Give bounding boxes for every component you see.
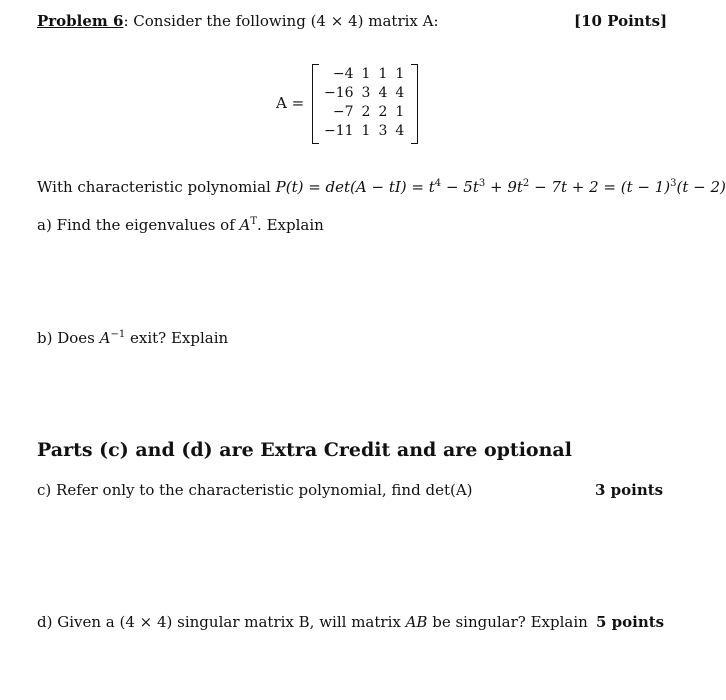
part-b-before: b) Does <box>37 329 100 347</box>
problem-header <box>37 12 439 30</box>
problem-intro-before: : Consider the following <box>123 12 311 30</box>
matrix-row <box>320 121 408 140</box>
char-poly-t4: t <box>428 178 435 196</box>
matrix-cell: 4 <box>395 122 405 139</box>
problem-points: [10 Points] <box>574 12 668 30</box>
matrix-cell: 1 <box>361 122 371 139</box>
part-b-sup: −1 <box>110 329 126 340</box>
char-poly-lhs: P(t) = det(A − tI) = <box>275 178 429 196</box>
matrix-cell: −4 <box>332 65 354 82</box>
char-poly-5t: − 5t <box>441 178 479 196</box>
part-a-before: a) Find the eigenvalues of <box>37 216 240 234</box>
matrix-cell: 3 <box>378 122 388 139</box>
part-d-after: be singular? Explain <box>427 613 588 631</box>
char-poly-9t: + 9t <box>485 178 523 196</box>
matrix-cell: 4 <box>395 84 405 101</box>
matrix-cell: 1 <box>395 65 405 82</box>
extra-credit-title: Parts (c) and (d) are Extra Credit and are optional <box>37 439 572 461</box>
part-a-math: A <box>239 216 251 234</box>
matrix-a <box>312 64 418 144</box>
char-poly-exp3b: 3 <box>670 178 677 189</box>
matrix-label: A = <box>276 94 305 112</box>
part-a-sup: T <box>250 216 258 227</box>
part-d-before: d) Given a (4 × 4) singular matrix B, will matrix <box>37 613 406 631</box>
problem-intro-after: matrix A: <box>363 12 439 30</box>
char-poly-exp2: 2 <box>522 178 530 189</box>
matrix-right-bracket <box>411 64 418 144</box>
matrix-cell: −7 <box>332 103 354 120</box>
matrix-table <box>320 64 408 140</box>
part-c: c) Refer only to the characteristic polynomial, find det(A) <box>37 481 473 499</box>
char-poly-exp4: 4 <box>434 178 442 189</box>
char-poly-intro: With characteristic polynomial <box>37 178 276 196</box>
char-poly-exp3a: 3 <box>478 178 486 189</box>
matrix-cell: −16 <box>324 84 354 101</box>
char-poly-line <box>37 178 726 196</box>
matrix-cell: 1 <box>378 65 388 82</box>
part-b-math: A <box>99 329 111 347</box>
matrix-cell: 4 <box>378 84 388 101</box>
matrix-cell: −11 <box>324 122 354 139</box>
part-d-math: AB <box>405 613 428 631</box>
problem-size: (4 × 4) <box>310 12 364 30</box>
part-a-after: . Explain <box>257 216 324 234</box>
part-c-points: 3 points <box>595 481 664 499</box>
part-d <box>37 613 588 631</box>
matrix-left-bracket <box>312 64 319 144</box>
part-a <box>37 216 324 234</box>
matrix-cell: 1 <box>361 65 371 82</box>
matrix-cell: 2 <box>378 103 388 120</box>
matrix-cell: 2 <box>361 103 371 120</box>
char-poly-rest: − 7t + 2 = (t − 1) <box>529 178 671 196</box>
matrix-cell: 1 <box>395 103 405 120</box>
part-d-points: 5 points <box>596 613 665 631</box>
char-poly-tail: (t − 2) <box>676 178 726 196</box>
part-b <box>37 329 228 347</box>
matrix-row <box>320 102 408 121</box>
problem-label: Problem 6 <box>37 12 124 30</box>
matrix-cell: 3 <box>361 84 371 101</box>
matrix-row <box>320 83 408 102</box>
part-b-after: exit? Explain <box>125 329 229 347</box>
matrix-row <box>320 64 408 83</box>
